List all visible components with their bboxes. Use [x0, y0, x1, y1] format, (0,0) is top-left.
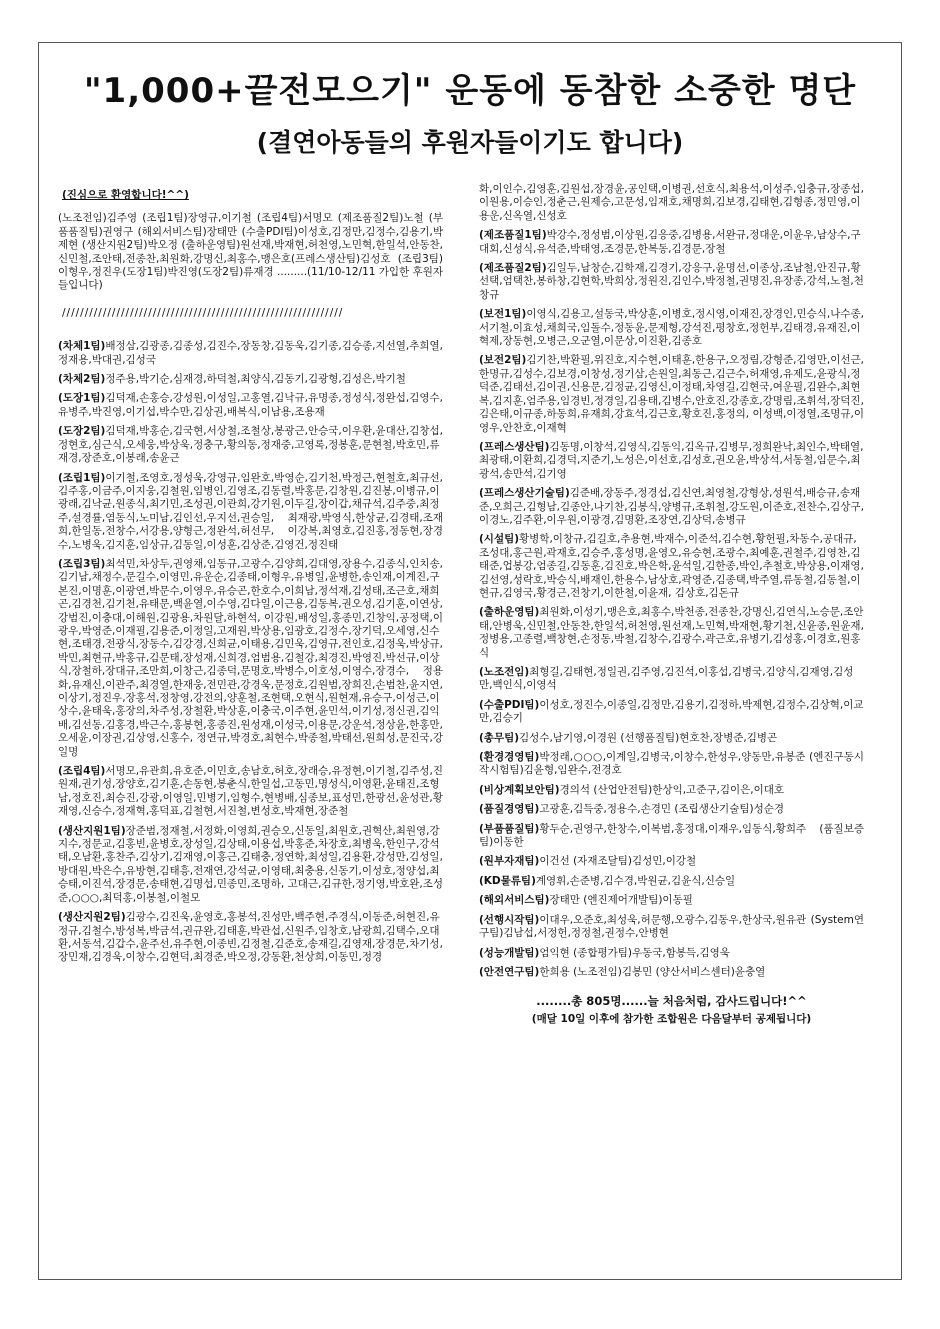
team-name: (총무팀): [479, 731, 520, 744]
team-name: (도장2팀): [58, 425, 106, 438]
team-section: [479, 441, 864, 481]
page-subtitle: (결연아동들의 후원자들이기도 합니다): [256, 128, 684, 157]
team-name: (제조품질1팀): [479, 229, 547, 242]
team-section: [479, 751, 864, 778]
team-section: [479, 914, 864, 941]
member-names: 박정래,○○○,이계일,김병국,이창수,한성우,양동만,유봉준 (엔진구동시작시험팀)김윤형,임완수,전경호: [479, 751, 864, 777]
member-names: 장태만 (엔진제어개발팀)이동필: [549, 894, 693, 907]
team-section: [58, 373, 443, 386]
team-name: (해외서비스팀): [479, 894, 550, 907]
team-name: (제조품질2팀): [479, 262, 547, 275]
team-section: [58, 472, 443, 552]
team-section: [58, 825, 443, 905]
member-names: 이기철,조영호,정성욱,강영규,임완호,박영순,김기천,박정근,현철호,최규선,김주홍,이금주,이지웅,김철원,임병인,김영조,김동렬,박홍문,김창원,김진봉,이병규,이광래,김낙균,원종식,최기민,조성권,이관희,강기원,이두길,장이갑,채규석,김주중,최정주,설경률,염동식,노미남,김인선,우지선,권승일, 최재광,박영식,한상균,김경태,조재희,한일동,전창수,서강용,양형근,정완석,허선무, 이강복,최영호,김진홍,정동현,장경수,노병욱,김지훈,임상규,김동일,이성훈,김상준,김영건,정진태: [58, 471, 444, 551]
right-column: [479, 183, 864, 1026]
member-names: 계영휘,손준병,김수경,박원균,김윤식,신승일: [535, 874, 736, 887]
intro-text: (노조전임)김주영 (조립1팀)장영규,이기철 (조립4팀)서명모 (제조품질2팀)노철 (부품품질팀)권영구 (해외서비스팀)장태만 (수출PDI팀)이성호,김정만,김정수,김용기,박제현 (생산지원2팀)박오정 (출하운영팀)원선재,박재현,허천영,노민혁,한일석,안동찬,신민철,조안태,전종찬,최원화,강명신,최홍수,맹은호(프레스생산팀)김성호 (조립3팀)이형우,정진우(도장1팀)박진영(도장2팀)류재경 .........(11/10-12/11 가입한 후원자들입니다): [58, 212, 443, 292]
team-section: [479, 803, 864, 816]
team-section: [58, 392, 443, 419]
team-name: (비상계획보안팀): [479, 783, 560, 796]
member-names: 최석민,차상두,권영채,임동규,고광수,김양희,김대영,장용수,김종식,인치송,김기남,채정수,문길수,이영민,유운순,김종태,이형우,유병일,윤병한,송인재,이계진,구본진,이명훈,이광연,박문수,이영우,유승곤,한호수,이희남,정석재,김성태,조근호,채희곤,김경천,김기천,유태문,백윤열,이수영,김다일,이근용,김동복,권오성,김기훈,이연상,강범진,이충대,이해원,김광용,차원달,하현석, 이강원,배성일,홍종민,긴창익,공정택,이광우,박영준,이재필,김용준,이정일,고재원,박상용,임광호,김정수,장기덕,오세영,신수현,조태경,전광식,장동수,김강경,신희균,이태용,김민욱,김영규,전인호,김정욱,박상규,박민,최현규,박홍규,김문태,장성재,신희경,엄범용,김철강,최경진,박영진,박선규,이상식,장철하,장대규,조만희,이창근,김종덕,문명호,박병수,이호성,이영수,장경수, 정용화,유재신,이관주,최경열,한재웅,전민관,강경욱,문정호,김원범,장희진,손범찬,윤지연,이상기,정진우,장홍석,정창영,강전의,양훈철,조현택,오현식,원현재,유승구,이성근,이상수,윤태욱,홍장의,차주성,장철환,박상훈,이충국,이주현,윤민석,이기성,정신권,김익배,김선동,김홍경,박근수,홍봉현,홍종진,원성재,이성국,이용문,강운석,정상윤,한홍만,오세윤,이장권,김상영,신홍수, 정연규,박경호,최현수,박종철,박태선,원희성,문진국,강일명: [58, 557, 444, 758]
member-names: 김덕재,손홍승,강성원,이성일,고홍열,김낙규,유명종,정성식,정완섭,김영수,유병주,박진영,이기섭,박수만,김상권,배복식,이남용,조용재: [58, 392, 444, 418]
team-name: (프레스생산기술팀): [479, 487, 570, 500]
team-section: [479, 855, 864, 868]
team-name: (프레스생산팀): [479, 440, 550, 453]
team-name: (생산지원1팀): [58, 824, 126, 837]
team-section: [479, 308, 864, 348]
member-names: 황두순,권영구,한창수,이복범,홍정대,이재우,임동식,황희주 (품질보증팀)이동한: [479, 822, 864, 849]
team-section: [479, 354, 864, 434]
member-names: 배정삼,김광종,김종성,김진수,장동창,김동욱,김기종,김승종,지선열,추희열,정재용,박대권,김성국: [58, 340, 444, 366]
team-name: (차체1팀): [58, 340, 106, 353]
member-names: 이건선 (자재조달팀)김성민,이강철: [539, 855, 697, 868]
team-section: [479, 732, 864, 745]
team-name: (KD물류팀): [479, 874, 536, 887]
team-name: (품질경영팀): [479, 803, 540, 816]
member-names: 김성수,남기영,이경원 (선행품질팀)현호찬,장병준,김병곤: [519, 731, 778, 744]
member-names: 김덕재,박홍순,김국현,서상철,조철상,봉광근,안승국,이우환,윤대산,김창섭,정현호,심근식,오세웅,박상욱,정충구,황의동,정재중,고영록,정봉훈,문현철,박호민,류재경,장준호,이봉래,송윤근: [58, 425, 444, 465]
team-name: (도장1팀): [58, 392, 106, 405]
member-names: 이성호,정진수,이종일,김정만,김용기,김정하,박제현,김정수,김상혁,이교만,김승기: [479, 698, 864, 725]
team-name: (조립4팀): [58, 765, 106, 778]
team-name: (생산지원2팀): [58, 911, 126, 924]
team-name: (조립1팀): [58, 471, 106, 484]
team-name: (시설팀): [479, 533, 520, 546]
member-names: 고광훈,김득중,정용수,손경민 (조립생산기술팀)성순경: [539, 803, 785, 816]
team-section: [479, 699, 864, 726]
member-names: 이영식,김용고,설동국,박상훈,이병호,정시영,이재진,장경인,민승식,나수종,서기철,이효성,채희국,임돌수,정동윤,문제형,강석진,평창호,정헌부,김태경,유재진,이혁제,장동현,오병근,오군열,이문상,이진환,김종호: [479, 308, 865, 348]
document-frame: [38, 42, 902, 1280]
team-name: (부품품질팀): [479, 822, 540, 835]
team-name: (안전연구팀): [479, 965, 540, 978]
team-section: [58, 340, 443, 367]
team-name: (보전1팀): [479, 308, 527, 321]
left-sections: [58, 340, 443, 964]
member-names: 경의석 (산업안전팀)한상익,고준구,김이은,이대호: [559, 783, 785, 796]
member-names: 김동명,이창석,김영식,김동익,김옥규,김병무,정희완낙,최인수,박태열,최광태,이환희,김경덕,지준기,노성은,이선호,김성호,권오윤,박상석,서동철,임문수,최광석,송만석,김기영: [479, 440, 864, 480]
team-section: [479, 606, 864, 660]
team-name: (수출PDI팀): [479, 698, 540, 711]
team-section: [479, 894, 864, 907]
member-names: 엄익현 (종합평가팀)우동국,함봉득,김영욱: [539, 946, 730, 959]
left-column: [58, 183, 443, 971]
member-names: 정주용,박기순,심재경,하덕철,최양식,김동기,김광형,김성은,박기철: [105, 373, 406, 386]
team-section: [58, 765, 443, 819]
team-section: [479, 533, 864, 600]
team-section: [479, 947, 864, 960]
team-section: [479, 487, 864, 527]
member-names: 최형길,김태현,정일권,김주영,김진석,이홍섭,김병국,김양식,김재영,김성만,백인식,이영석: [479, 666, 854, 692]
member-names: 김기찬,박환필,위진호,지수현,이태훈,한용구,오정림,강형준,김영만,이선근,한명규,김성수,김보경,이창성,정기삼,손원일,최동근,김근수,허재영,유제도,윤광식,정덕준,김태선,김이권,신용문,김정균,김영신,이정태,차영길,김현국,여운필,김완수,최현복,김지훈,엄주용,임경빈,정경일,김용태,김병수,안호진,강종호,강명림,조휘석,장덕진,김은태,이규종,하동희,유재희,강효석,김근호,황호진,홍정의, 이성백,이정열,조명규,이영우,안찬호,이재혁: [479, 354, 865, 434]
team-name: (선행시작팀): [479, 913, 540, 926]
member-names: 김광수,김진욱,윤영호,홍봉석,진성만,백주현,주경식,이동준,허현진,유정규,김철수,방성복,박금석,권규완,김태훈,박관섭,신원주,임창호,남광희,김택수,오대환,서동석,김갑수,윤주선,유주현,이종빈,김정철,김준호,송재길,김영재,장경문,차기성,장민재,김경욱,이창수,김현덕,최경준,박오정,강동환,천상희,이동민,정경: [58, 911, 443, 964]
team-name: (조립3팀): [58, 557, 106, 570]
team-section: [479, 183, 864, 223]
note-line: (매달 10일 이후에 참가한 조합원은 다음달부터 공제됩니다): [531, 1012, 812, 1025]
team-name: (성능개발팀): [479, 946, 540, 959]
team-section: [479, 875, 864, 888]
team-name: (환경경영팀): [479, 751, 540, 764]
member-names: 박강수,정성범,이상원,김응중,김병용,서완규,정대운,이윤우,남상수,구대회,신성식,유석준,박태영,조경문,한복동,김경문,장철: [479, 229, 861, 255]
divider-line: //////////////////////////////////////////////////////////////: [62, 306, 344, 319]
team-name: (차체2팀): [58, 373, 106, 386]
team-section: [58, 911, 443, 965]
page-title: "1,000+끝전모으기" 운동에 동참한 소중한 명단: [83, 71, 857, 111]
member-names: 서명모,유관희,유호준,이민호,송남호,허호,장래승,유정현,이기철,김주성,진원재,권기성,장양호,김기훈,손동현,봉춘식,한일섭,고동민,명성식,이영환,윤태진,조형남,정호진,최승진,강광,이영일,민병기,임형수,현병배,심종보,표성민,한광선,윤성관,황재영,신승수,정재혁,홍덕표,김철현,서진철,변성호,박재현,장준철: [58, 765, 444, 818]
total-line: ........총 805명......늘 처음처럼, 감사드립니다!^^: [536, 994, 807, 1009]
team-name: (원부자재팀): [479, 855, 540, 868]
member-names: 김일두,남창순,김학재,김경기,강응구,윤명선,이종상,조남철,안진규,황선택,엄택찬,봉하창,김현학,박희상,정원진,김인수,박정철,권명진,유장종,강석,노철,천창규: [479, 262, 864, 301]
team-name: (출하운영팀): [479, 606, 540, 619]
intro-heading: (진심으로 환영합니다!^^): [62, 189, 189, 201]
team-section: [479, 262, 864, 302]
member-names: 김준배,장동주,정경섭,김신연,최영철,강형상,성원석,배승규,송재준,오희근,김형남,김종안,나기찬,김봉식,양병규,조휘철,강도원,이준호,전찬수,김상구,이경노,김주환,이우원,이광경,김명환,조장연,김상덕,송병규: [479, 487, 864, 526]
team-section: [479, 229, 864, 256]
team-section: [479, 823, 864, 850]
member-names: 황병학,이창규,김길호,추용현,박재수,이준석,김수현,황헌필,차동수,공대규,조성대,홍근원,곽재호,김승주,홍성명,윤영오,유승현,조광수,최예훈,권철주,김영찬,김태준,업봉강,엄종길,김동훈,김진호,박은학,윤석일,김한종,박인,추철호,박상용,이재영,김선영,성락호,박승식,배재인,한용수,남상호,곽영준,김종택,박주열,류동철,김동철,이현규,김영국,황경근,전창기,이한철,이윤재, 김상호,김돈규: [479, 533, 864, 599]
team-section: [479, 966, 864, 979]
team-section: [58, 425, 443, 465]
team-section: [479, 666, 864, 693]
member-names: 화,이인수,김영훈,김원섭,장경윤,공인택,이병권,선호식,최용석,이성주,임충규,장종섭,이원용,이승인,정춘근,원제승,고문성,임재호,채명희,김보경,김태현,김형종,정민영,이용운,신옥열,신성호: [479, 183, 864, 222]
member-names: 한희용 (노조전임)김봉민 (양산서비스센터)윤충열: [539, 965, 766, 978]
right-sections: [479, 183, 864, 979]
member-names: 이대우,오준호,최성욱,허문행,오광수,김동우,한상국,원유관 (System연구팀)김남섭,서정헌,정정철,권정수,안병현: [479, 913, 864, 940]
member-names: 장준범,정재철,서정화,이영희,권승오,신동일,최원호,권혁산,최원영,강지수,정문교,김홍빈,윤병호,장성일,김상태,이용섭,박홍준,차장호,최병욱,한인구,강석태,오남환,홍찬주,김상기,김재영,이홍근,김태충,정연학,최성일,김용환,강성만,김성일,방대원,박은수,유방현,김태흥,전재연,강석균,이영태,최충용,신동기,이성호,정양섭,최승태,이진석,장경문,송태현,김명섭,민종민,조명하, 고대근,김규한,정기영,박호완,조성준,○○○,최덕홍,이봉철,이철모: [58, 824, 443, 904]
team-section: [479, 784, 864, 797]
team-section: [58, 558, 443, 759]
member-names: 최원화,이성기,맹은호,최홍수,박천종,전종찬,강명신,김연식,노승문,조안태,안병욱,신민철,안동찬,한일석,허천영,원선재,노민혁,박재현,황기천,신윤종,원윤재,정병용,고종렬,백창현,손정동,박철,김창수,김광수,곽근호,유병기,김성홍,이경호,원홍식: [479, 606, 864, 659]
team-name: (노조전임): [479, 666, 530, 678]
team-name: (보전2팀): [479, 354, 527, 367]
